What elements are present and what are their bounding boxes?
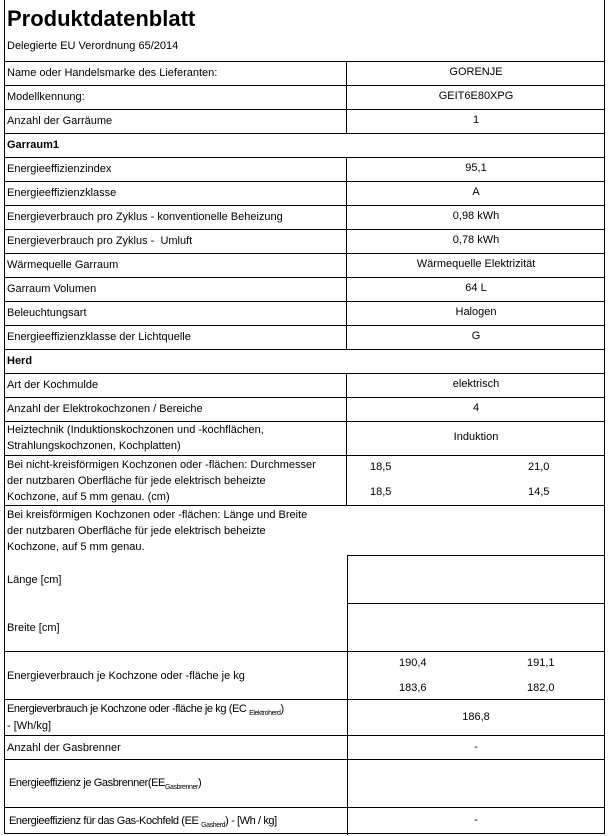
- gas-burners-value: -: [474, 741, 478, 753]
- consumption-fan-value: 0,78 kWh: [452, 234, 500, 246]
- section-herd-heading: Herd: [7, 355, 33, 367]
- lighting-value: Halogen: [455, 306, 497, 318]
- model-value: GEIT6E80XPG: [438, 90, 514, 102]
- circular-label-2: der nutzbaren Oberfläche für jede elektrisch beheizte: [7, 525, 266, 537]
- energy-class-label: Energieeffizienzklasse: [7, 187, 117, 199]
- consumption-conventional-label: Energieverbrauch pro Zyklus - konventionelle Beheizung: [7, 211, 283, 223]
- consumption-fan-label: Energieverbrauch pro Zyklus - Umluft: [7, 235, 193, 247]
- noncircular-label-3: Kochzone, auf 5 mm genau. (cm): [7, 491, 170, 503]
- page-title: Produktdatenblatt: [7, 6, 196, 31]
- light-class-value: G: [471, 330, 481, 342]
- heat-source-value: Wärmequelle Elektrizität: [416, 258, 536, 270]
- consumption-zone-3: 183,6: [399, 682, 427, 694]
- ec-value: 186,8: [462, 711, 490, 723]
- zones-value: 4: [472, 402, 480, 414]
- heating-tech-label-1: Heiztechnik (Induktionskochzonen und -kochflächen,: [7, 424, 264, 436]
- eei-value: 95,1: [465, 162, 487, 174]
- cavities-label: Anzahl der Garräume: [7, 115, 113, 127]
- heating-tech-label-2: Strahlungskochzonen, Kochplatten): [7, 440, 181, 452]
- noncircular-label-2: der nutzbaren Oberfläche für jede elektrisch beheizte: [7, 475, 266, 487]
- width-label: Breite [cm]: [7, 622, 60, 634]
- model-label: Modellkennung:: [7, 91, 85, 103]
- light-class-label: Energieeffizienzklasse der Lichtquelle: [7, 331, 191, 343]
- consumption-conventional-value: 0,98 kWh: [452, 210, 500, 222]
- supplier-label: Name oder Handelsmarke des Lieferanten:: [7, 67, 218, 79]
- diameter-1: 18,5: [370, 461, 392, 473]
- consumption-zone-4: 182,0: [527, 682, 555, 694]
- consumption-zone-1: 190,4: [399, 657, 427, 669]
- section-garraum-heading: Garraum1: [7, 139, 59, 151]
- heating-tech-value: Induktion: [453, 431, 499, 443]
- ee-gas-hob-value: -: [474, 814, 478, 826]
- volume-label: Garraum Volumen: [7, 283, 97, 295]
- noncircular-label-1: Bei nicht-kreisförmigen Kochzonen oder -flächen: Durchmesser: [7, 459, 316, 471]
- circular-label-3: Kochzone, auf 5 mm genau.: [7, 541, 145, 553]
- length-label: Länge [cm]: [7, 574, 62, 586]
- volume-value: 64 L: [465, 282, 487, 294]
- consumption-per-zone-label: Energieverbrauch je Kochzone oder -fläche je kg: [7, 670, 245, 682]
- circular-label-1: Bei kreisförmigen Kochzonen oder -flächen: Länge und Breite: [7, 509, 308, 521]
- heat-source-label: Wärmequelle Garraum: [7, 259, 119, 271]
- eei-label: Energieeffizienzindex: [7, 163, 112, 175]
- consumption-zone-2: 191,1: [527, 657, 555, 669]
- ec-label-1: Energieverbrauch je Kochzone oder -fläche je kg (EC $_{Elektroherd}$): [7, 703, 284, 718]
- hob-type-label: Art der Kochmulde: [7, 379, 99, 391]
- cavities-value: 1: [472, 114, 480, 126]
- diameter-4: 14,5: [528, 486, 550, 498]
- diameter-3: 18,5: [370, 486, 392, 498]
- supplier-value: GORENJE: [449, 66, 503, 78]
- energy-class-value: A: [472, 186, 480, 198]
- diameter-2: 21,0: [528, 461, 550, 473]
- gas-burners-label: Anzahl der Gasbrenner: [7, 742, 121, 754]
- regulation-subtitle: Delegierte EU Verordnung 65/2014: [7, 40, 179, 52]
- ee-gas-burner-label: Energieeffizienz je $Gasbrenner(EE_{Gasbrenner})$: [9, 777, 202, 792]
- ee-gas-hob-label: Energieeffizienz für das Gas-Kochfeld (EE $_{Gasherd}$) - [Wh / kg]: [9, 815, 277, 830]
- hob-type-value: elektrisch: [452, 378, 500, 390]
- lighting-label: Beleuchtungsart: [7, 307, 87, 319]
- zones-label: Anzahl der Elektrokochzonen / Bereiche: [7, 403, 203, 415]
- ec-label-2: - [Wh/kg]: [7, 720, 52, 732]
